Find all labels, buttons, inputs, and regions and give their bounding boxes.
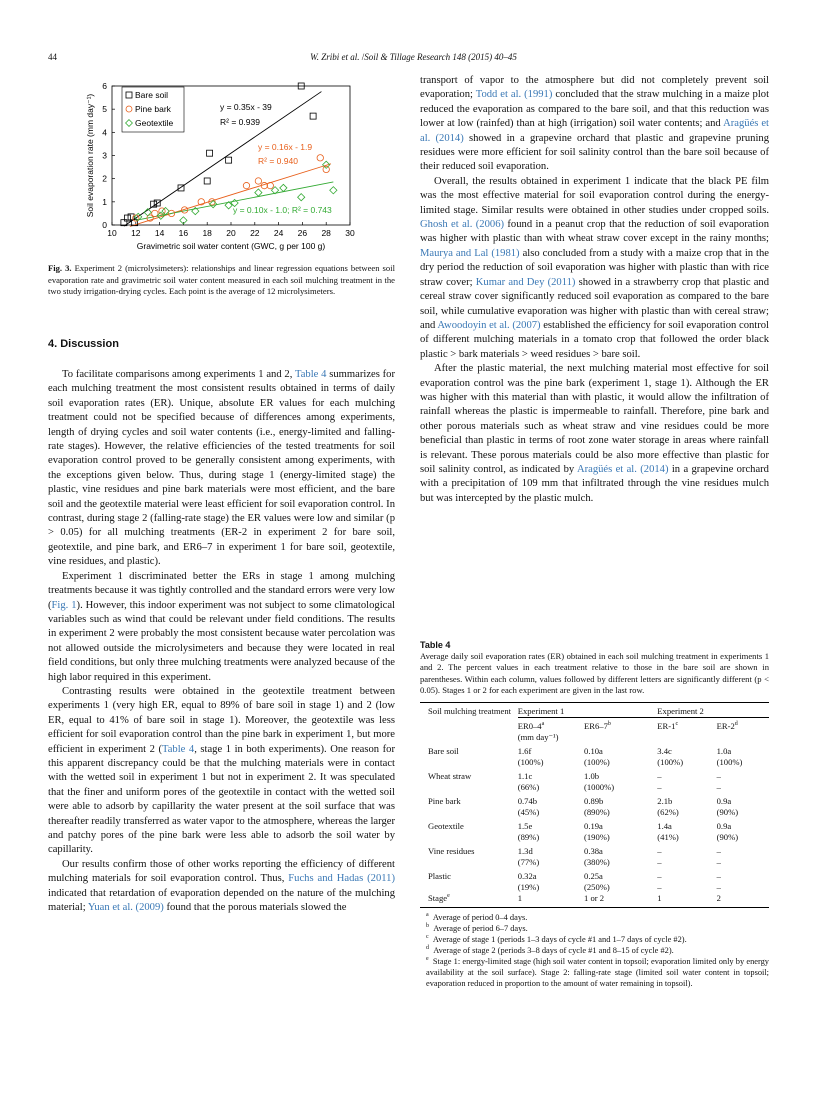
citation-link[interactable]: Fuchs and Hadas (2011) xyxy=(288,873,395,885)
footnote-mark: e xyxy=(447,893,450,900)
table-cell xyxy=(717,843,769,868)
table-cell xyxy=(584,743,657,768)
legend-label: Geotextile xyxy=(135,118,174,128)
footnote xyxy=(420,934,769,945)
text-run: established the efficiency for soil evaporation control of different mulching materials in a tomato crop that followed the order black plastic > bark materials > weed residues > bare soil. xyxy=(420,319,769,360)
table-cell xyxy=(584,843,657,868)
text-run: After the plastic material, the next mulching material most effective for soil evaporation control was the pine bark (experiment 1, stage 1). Although the ER was higher with this material than with plastic, it would allow the infiltration of rainfall whereas the plastic is impermeable to rainfall. Therefore, pine bark and other porous materials such as wheat straw and vine residues could be more beneficial than plastic in terms of root zone water storage in areas where rainfall is relevant. These porous materials could be also more effective than plastic for soil salinity control, as indicated by xyxy=(420,363,769,475)
fit-equation-bare-soil: y = 0.35x - 39 xyxy=(220,102,272,112)
cell-percent: – xyxy=(716,782,721,793)
cell-value: 1.1c xyxy=(517,771,533,782)
text-run: Our results confirm those of other works reporting the efficiency of different mulching materials for soil evaporation control. Thus, xyxy=(48,858,395,885)
x-tick-label: 30 xyxy=(345,228,355,238)
left-column xyxy=(48,368,395,915)
footnote-text: Stage 1: energy-limited stage (high soil water content in topsoil; evaporation limited only by energy availability at the soil surface). Stage 2: falling-rate stage (limited soil water content in topsoil; evaporation reduced in proportion to the amount of water remaining in topsoil). xyxy=(426,957,769,989)
citation-link[interactable]: Aragüés et al. (2014) xyxy=(576,463,669,475)
y-tick-label: 2 xyxy=(102,173,107,184)
cell-percent: (41%) xyxy=(657,832,679,843)
cell-percent: – xyxy=(657,857,662,868)
right-column xyxy=(420,74,769,506)
row-label xyxy=(420,843,518,868)
table-cell xyxy=(518,868,584,893)
right-paragraph-1 xyxy=(420,175,769,362)
table-row xyxy=(420,843,769,868)
right-paragraph-2 xyxy=(420,362,769,506)
footnote-mark: d xyxy=(426,945,429,952)
y-axis-label: Soil evaporation rate (mm day⁻¹) xyxy=(85,93,95,218)
footnote xyxy=(420,923,769,934)
cell-value: 2.1b xyxy=(657,796,673,807)
row-label xyxy=(420,743,518,768)
citation-link[interactable]: Todd et al. (1991) xyxy=(475,89,553,101)
cell-value: 0.74b xyxy=(517,796,538,807)
page-number: 44 xyxy=(48,52,57,62)
text-run: To facilitate comparisons among experiments 1 and 2, xyxy=(62,369,295,380)
footnote-mark: a xyxy=(426,912,429,919)
cell-percent: (66%) xyxy=(517,782,540,793)
cell-percent: (89%) xyxy=(517,832,540,843)
x-tick-label: 14 xyxy=(154,228,165,238)
cell-percent: (100%) xyxy=(584,757,610,768)
cell-percent: (62%) xyxy=(657,807,679,818)
fit-line-1 xyxy=(130,164,331,227)
table-cell xyxy=(584,868,657,893)
row-label-text: Vine residues xyxy=(428,846,475,857)
header-er1 xyxy=(657,718,716,744)
cell-value: 1.5e xyxy=(517,821,533,832)
text-run: found in a peanut crop that the reduction of soil evaporation was higher with plastic than with wheat straw cover except in the rainy months; xyxy=(420,219,769,245)
cell-percent: – xyxy=(716,857,721,868)
running-head-authors: W. Zribi et al. xyxy=(310,52,360,62)
table-cell xyxy=(518,818,584,843)
header-exp1: Experiment 1 xyxy=(518,703,658,718)
text-run: also concluded from a study with a maize crop that in the dry period the reduction of soil evaporation was higher with plastic than with rice straw cover; xyxy=(420,247,770,288)
footnote-mark: a xyxy=(541,721,545,728)
y-tick-label: 6 xyxy=(102,81,107,91)
geotextile-point xyxy=(280,184,287,191)
cell-percent: – xyxy=(716,882,721,893)
cell-value: 0.25a xyxy=(584,871,603,882)
geotextile-point xyxy=(298,194,305,201)
legend-label: Pine bark xyxy=(135,104,171,114)
table-cell xyxy=(518,793,584,818)
row-label xyxy=(420,818,518,843)
text-run: concluded that the straw mulching in a maize plot reduced the evaporation as compared to the bare soil, and that this reduction was lower at low (rainfed) than at high (irrigation) soil water contents; and xyxy=(420,89,770,130)
pine-bark-point xyxy=(243,182,249,188)
table-4 xyxy=(420,640,769,989)
bare-soil-point xyxy=(207,150,213,156)
bare-soil-point xyxy=(226,157,232,163)
citation-link[interactable]: Awoodoyin et al. (2007) xyxy=(437,319,541,331)
cell-value: – xyxy=(716,871,721,882)
table-cell xyxy=(717,818,769,843)
stage-value: 1 or 2 xyxy=(584,893,605,904)
cell-value: 0.89b xyxy=(584,796,604,807)
table-4-grid xyxy=(420,702,769,908)
cell-value: – xyxy=(657,846,662,857)
geotextile-point xyxy=(330,187,337,194)
row-label-text: Bare soil xyxy=(428,746,459,757)
bare-soil-point xyxy=(310,113,316,119)
footnote-mark: e xyxy=(426,956,429,963)
pine-bark-point xyxy=(255,178,261,184)
running-head-journal: Soil & Tillage Research 148 (2015) 40–45 xyxy=(364,52,517,62)
legend-label: Bare soil xyxy=(135,90,169,100)
x-tick-label: 22 xyxy=(250,228,260,238)
x-tick-label: 18 xyxy=(202,228,212,238)
cell-percent: (190%) xyxy=(584,832,610,843)
header-er04-unit: (mm day⁻¹) xyxy=(517,732,559,743)
header-exp2: Experiment 2 xyxy=(657,703,769,718)
x-axis-label: Gravimetric soil water content (GWC, g per 100 g) xyxy=(136,241,326,251)
left-paragraph-2 xyxy=(48,570,395,685)
cell-value: 0.32a xyxy=(517,871,537,882)
text-run: showed in a grapevine orchard that plastic and grapevine pruning residues were more efficient for soil salinity control than the bare soil because of their reduced soil evaporation. xyxy=(420,132,769,173)
cell-value: 0.9a xyxy=(716,796,732,807)
cell-value: 1.4a xyxy=(657,821,672,832)
figure-label: Fig. 3. xyxy=(48,263,72,273)
x-tick-label: 12 xyxy=(131,228,141,238)
text-run: ). However, this indoor experiment was not subject to some climatological variables such as wind that could be relevant under field conditions. The results in experiment 2 were probably the most consistent because water percolation was not allowed outside the microlysimeters and because they were located in real field conditions, but only three mulching treatments were analyzed because of the high labor required in this experiment. xyxy=(48,599,395,683)
text-run: summarizes for each mulching treatment the most consistent results obtained in terms of daily soil evaporation rates (ER). Unique, absolute ER values for each mulching treatment could not be specified because of differences among experiments, length of drying cycles and soil water contents (i.e., energy-limited and falling-rate stages). However, the relative efficiencies of the tested treatments for soil evaporation control proved to be generally consistent among experiments, with the exceptions given below. Thus, during stage 1 (energy-limited stage) the plastic, vine residues and pine bark materials were most efficient, and the bare soil and the geotextile material were least efficient for soil evaporation control. In contrast, during stage 2 (falling-rate stage) the ER values were low and similar (p > 0.05) for all mulching treatments (ER-2 in experiment 2 for bare soil, geotextile, and pine bark, and ER6–7 in experiment 1 for bare soil, geotextile, vine residues, and plastic). xyxy=(48,369,396,568)
x-tick-label: 24 xyxy=(273,228,284,238)
table-cell xyxy=(518,768,584,793)
y-tick-label: 4 xyxy=(102,127,107,138)
text-run: Experiment 1 discriminated better the ERs in stage 1 among mulching treatments because it was tightly controlled and the standard errors were very low ( xyxy=(48,570,395,611)
stage-label-text: Stage xyxy=(428,893,448,904)
table-row xyxy=(420,768,769,793)
fit-r2-bare-soil: R² = 0.939 xyxy=(220,117,260,127)
bare-soil-point xyxy=(204,178,210,184)
table-cell xyxy=(584,818,657,843)
running-head: W. Zribi et al. /Soil & Tillage Research 148 (2015) 40–45 xyxy=(310,52,517,62)
citation-link[interactable]: Kumar and Dey (2011) xyxy=(475,276,576,288)
footnote-mark: b xyxy=(607,721,611,728)
footnote xyxy=(420,956,769,989)
table-cell xyxy=(657,818,716,843)
header-er04 xyxy=(518,718,584,744)
cell-percent: (90%) xyxy=(716,807,739,818)
section-title: 4. Discussion xyxy=(48,338,119,350)
footnote-mark: c xyxy=(675,721,679,728)
text-run: transport of vapor to the atmosphere but did not completely prevent soil evaporation; xyxy=(420,75,769,101)
y-tick-label: 0 xyxy=(102,220,107,230)
cell-percent: (100%) xyxy=(716,757,743,768)
footnote-text: Average of stage 2 (periods 3–8 days of cycle #1 and 8–15 of cycle #2). xyxy=(433,946,674,956)
table-title: Table 4 xyxy=(420,640,451,650)
figure-caption-text: Experiment 2 (microlysimeters): relationships and linear regression equations between soil evaporation rate and gravimetric soil water content measured in each soil mulching treatment in the two study irrigation-drying cycles. Each point is the average of 12 microlysimeters. xyxy=(48,263,395,297)
citation-link[interactable]: Yuan et al. (2009) xyxy=(87,902,164,914)
stage-value: 2 xyxy=(716,893,721,904)
table-row xyxy=(420,868,769,893)
cell-value: 0.38a xyxy=(584,846,603,857)
footnote-text: Average of period 0–4 days. xyxy=(432,913,528,923)
cell-value: 0.10a xyxy=(584,746,603,757)
x-tick-label: 28 xyxy=(321,228,331,238)
header-er67-label: ER6–7 xyxy=(584,721,608,732)
text-run: Overall, the results obtained in experiment 1 indicate that the black PE film was the most effective material for soil evaporation control during the energy-limited stage. Similar results were obtained in other studies under cropped soils. xyxy=(420,175,769,216)
cell-percent: (90%) xyxy=(716,832,739,843)
cell-value: 1.0a xyxy=(716,746,732,757)
row-label xyxy=(420,768,518,793)
cell-value: 1.6f xyxy=(517,746,532,757)
x-tick-label: 10 xyxy=(107,228,117,238)
cell-percent: (19%) xyxy=(517,882,540,893)
stage-value: 1 xyxy=(517,893,523,904)
pine-bark-point xyxy=(317,155,323,161)
row-label xyxy=(420,793,518,818)
table-cell xyxy=(518,743,584,768)
pine-bark-point xyxy=(323,166,329,172)
text-run: found that the porous materials slowed the xyxy=(163,902,347,914)
text-run: in a grapevine orchard with a precipitation of 109 mm that infiltrated through the vine residues mulch but was intercepted by the plastic mulch. xyxy=(420,463,769,504)
header-treatment: Soil mulching treatment xyxy=(428,706,512,717)
row-label-text: Plastic xyxy=(428,871,451,882)
cell-percent: (45%) xyxy=(517,807,540,818)
table-description: Average daily soil evaporation rates (ER) obtained in each soil mulching treatment in experiments 1 and 2. The percent values in each treatment relative to those in the bare soil are shown in parentheses. Within each column, values followed by different letters are significantly different (p < 0.05). Stages 1 or 2 for each experiment are given in the last row. xyxy=(420,651,769,695)
text-run: , stage 1 in both experiments). One reason for this apparent discrepancy could be that the mulching materials were in contact with the wetted soil in experiment 1 but not in experiment 2. It was speculated that the finer and uniform pores of the geotextile in contact with the wetted soil were able to adsorb by capillarity the water present at the soil surface that was thereafter readily transferred as water vapor to the atmosphere, whereas the larger and patchy pores of the pine bark were less able to adsorb the soil water by capillarity. xyxy=(48,743,395,856)
footnote-mark: d xyxy=(734,721,738,728)
text-run: Contrasting results were obtained in the geotextile treatment between experiments 1 (very high ER, equal to 89% of bare soil in stage 1) and 2 (low ER, equal to 41% of bare soil in stage 1). Moreover, the geotextile was less efficient for soil evaporation control than the pine bark in experiment 1, but more efficient in experiment 2 ( xyxy=(48,685,395,755)
pine-bark-point xyxy=(267,182,273,188)
table4-link[interactable]: Table 4 xyxy=(162,743,195,755)
footnote xyxy=(420,945,769,956)
table-cell xyxy=(657,868,716,893)
x-tick-label: 16 xyxy=(178,228,189,238)
table-cell xyxy=(717,793,769,818)
left-paragraph-3 xyxy=(48,685,395,858)
stage-label xyxy=(420,893,518,908)
cell-value: 1.3d xyxy=(517,846,533,857)
y-tick-label: 5 xyxy=(102,104,107,115)
footnote-text: Average of stage 1 (periods 1–3 days of cycle #1 and 1–7 days of cycle #2). xyxy=(432,935,687,945)
cell-value: – xyxy=(657,771,662,782)
geotextile-point xyxy=(255,189,262,196)
cell-percent: – xyxy=(657,882,662,893)
cell-percent: – xyxy=(657,782,662,793)
cell-percent: (1000%) xyxy=(584,782,615,793)
row-label-text: Pine bark xyxy=(428,796,461,807)
y-tick-label: 3 xyxy=(102,150,107,161)
fig1-link[interactable]: Fig. 1 xyxy=(51,599,77,611)
header-er1-label: ER-1 xyxy=(657,721,676,732)
text-run: showed in a strawberry crop that plastic and cereal straw cover significantly reduced soil evaporation as compared to the bare soil, while cumulative evaporation was higher with plastic than with cereal straw; and xyxy=(420,276,770,331)
row-label-text: Wheat straw xyxy=(428,771,472,782)
header-er2-label: ER-2 xyxy=(716,721,735,732)
cell-value: 3.4c xyxy=(657,746,672,757)
text-run: indicated that retardation of evaporation depended on the nature of the mulching material; xyxy=(48,887,395,914)
table-cell xyxy=(657,793,716,818)
table-cell xyxy=(518,843,584,868)
header-er04-label: ER0–4 xyxy=(517,721,542,732)
table4-link[interactable]: Table 4 xyxy=(294,369,327,380)
footnote-mark: c xyxy=(426,934,429,941)
table-footnotes xyxy=(420,912,769,989)
header-er67 xyxy=(584,718,657,744)
chart-legend xyxy=(122,87,184,132)
table-cell xyxy=(717,743,769,768)
figure-caption xyxy=(48,263,395,298)
footnote-mark: b xyxy=(426,923,429,930)
footnote xyxy=(420,912,769,923)
cell-percent: (890%) xyxy=(584,807,610,818)
cell-value: 0.9a xyxy=(716,821,732,832)
table-cell xyxy=(657,843,716,868)
citation-link[interactable]: Aragüés et al. (2014) xyxy=(420,118,770,144)
row-label xyxy=(420,868,518,893)
cell-value: 0.19a xyxy=(584,821,603,832)
right-paragraph-0 xyxy=(420,74,769,175)
left-paragraph-4 xyxy=(48,858,395,916)
cell-percent: (250%) xyxy=(584,882,610,893)
x-tick-label: 26 xyxy=(297,228,308,238)
y-tick-label: 1 xyxy=(102,196,107,207)
citation-link[interactable]: Ghosh et al. (2006) xyxy=(420,219,505,231)
cell-value: – xyxy=(716,771,721,782)
table-row xyxy=(420,743,769,768)
cell-percent: (100%) xyxy=(517,757,544,768)
table-row xyxy=(420,793,769,818)
table-body xyxy=(420,743,769,893)
cell-percent: (100%) xyxy=(657,757,684,768)
footnote-text: Average of period 6–7 days. xyxy=(433,924,528,934)
fit-r2-pine-bark: R² = 0.940 xyxy=(258,156,298,166)
cell-value: – xyxy=(716,846,721,857)
cell-value: 1.0b xyxy=(584,771,600,782)
x-tick-label: 20 xyxy=(226,228,236,238)
row-label-text: Geotextile xyxy=(428,821,464,832)
left-paragraph-1 xyxy=(48,368,395,570)
table-cell xyxy=(584,793,657,818)
table-cell xyxy=(717,768,769,793)
fit-equation-geotextile: y = 0.10x - 1.0; R² = 0.743 xyxy=(233,205,332,215)
cell-percent: (77%) xyxy=(517,857,540,868)
fit-equation-pine-bark: y = 0.16x - 1.9 xyxy=(258,142,313,152)
table-cell xyxy=(657,768,716,793)
fig3-scatter-chart xyxy=(76,78,366,263)
cell-percent: (380%) xyxy=(584,857,610,868)
table-cell xyxy=(717,868,769,893)
header-er2 xyxy=(717,718,769,744)
table-row xyxy=(420,818,769,843)
table-cell xyxy=(657,743,716,768)
stage-value: 1 xyxy=(657,893,662,904)
cell-value: – xyxy=(657,871,662,882)
citation-link[interactable]: Maurya and Lal (1981) xyxy=(420,247,520,259)
table-cell xyxy=(584,768,657,793)
